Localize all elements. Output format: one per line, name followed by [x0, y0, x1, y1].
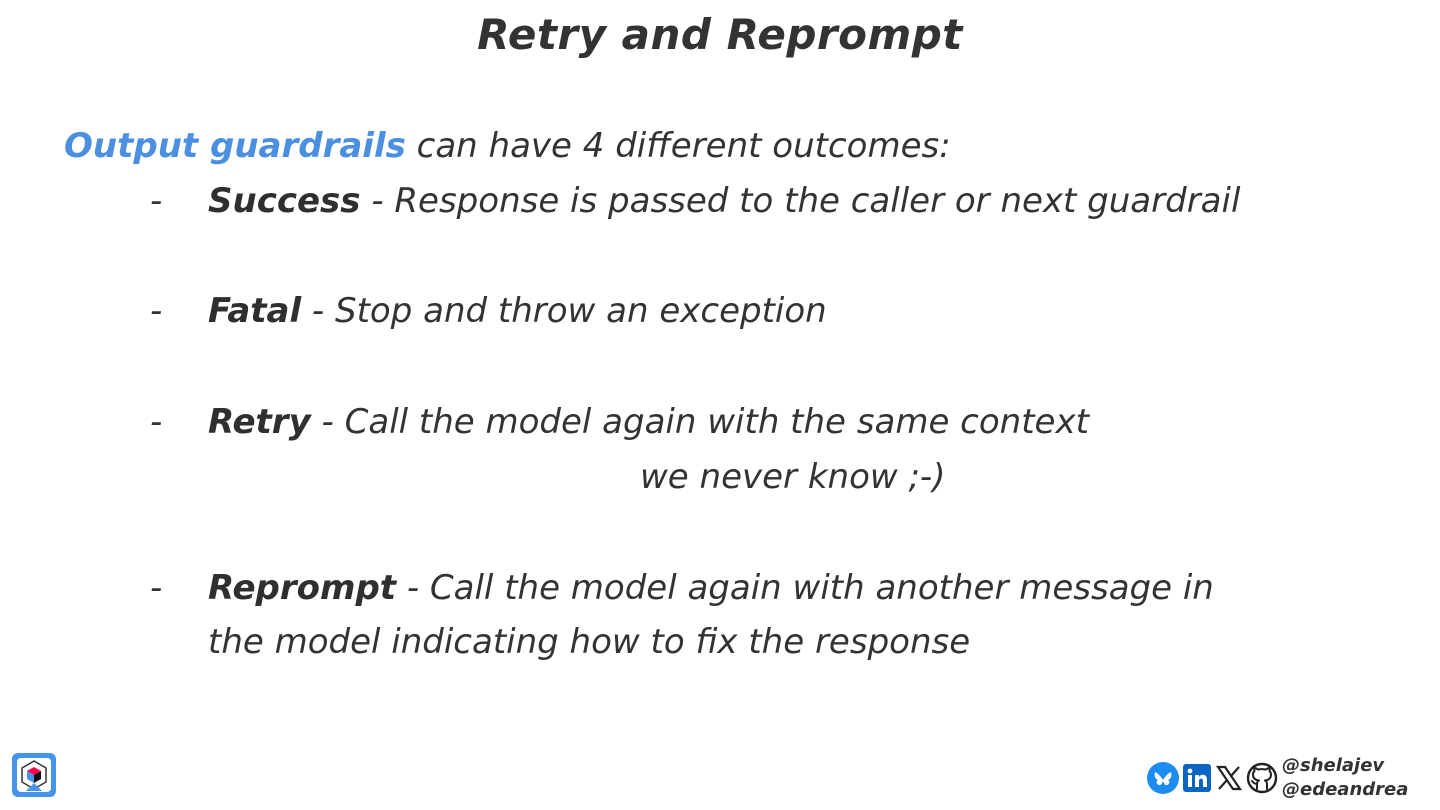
intro-highlight: Output guardrails: [64, 126, 406, 166]
bullet-dash: -: [150, 568, 163, 608]
handle-edeandrea[interactable]: @edeandrea: [1282, 779, 1409, 800]
item-term: Retry: [208, 402, 311, 442]
retry-aside: we never know ;-): [640, 457, 946, 497]
intro-line: [64, 126, 951, 166]
x-icon[interactable]: [1214, 763, 1244, 793]
item-desc: - Response is passed to the caller or next guardrail: [360, 181, 1241, 221]
item-term: Fatal: [208, 291, 302, 331]
bullet-dash: -: [150, 402, 163, 442]
bluesky-icon[interactable]: [1146, 761, 1180, 795]
bullet-dash: -: [150, 181, 163, 221]
intro-text: can have 4 different outcomes:: [405, 126, 951, 166]
social-handles: [1282, 754, 1408, 802]
list-item-success: [150, 181, 1240, 221]
github-icon[interactable]: [1246, 762, 1278, 794]
item-term: Reprompt: [208, 568, 397, 608]
bullet-dash: -: [150, 291, 163, 331]
quarkus-logo-icon: [10, 751, 58, 799]
item-term: Success: [208, 181, 361, 221]
slide-title: Retry and Reprompt: [477, 10, 963, 59]
social-icons: [1146, 761, 1278, 795]
item-desc: - Call the model again with another message in: [396, 568, 1214, 608]
list-item-fatal: [150, 291, 827, 331]
list-item-reprompt: [150, 568, 1214, 608]
list-item-retry: [150, 402, 1089, 442]
reprompt-continuation: the model indicating how to fix the response: [208, 622, 971, 662]
item-desc: - Stop and throw an exception: [301, 291, 827, 331]
linkedin-icon[interactable]: [1182, 763, 1212, 793]
item-desc: - Call the model again with the same context: [310, 402, 1089, 442]
handle-shelajev[interactable]: @shelajev: [1282, 755, 1385, 776]
